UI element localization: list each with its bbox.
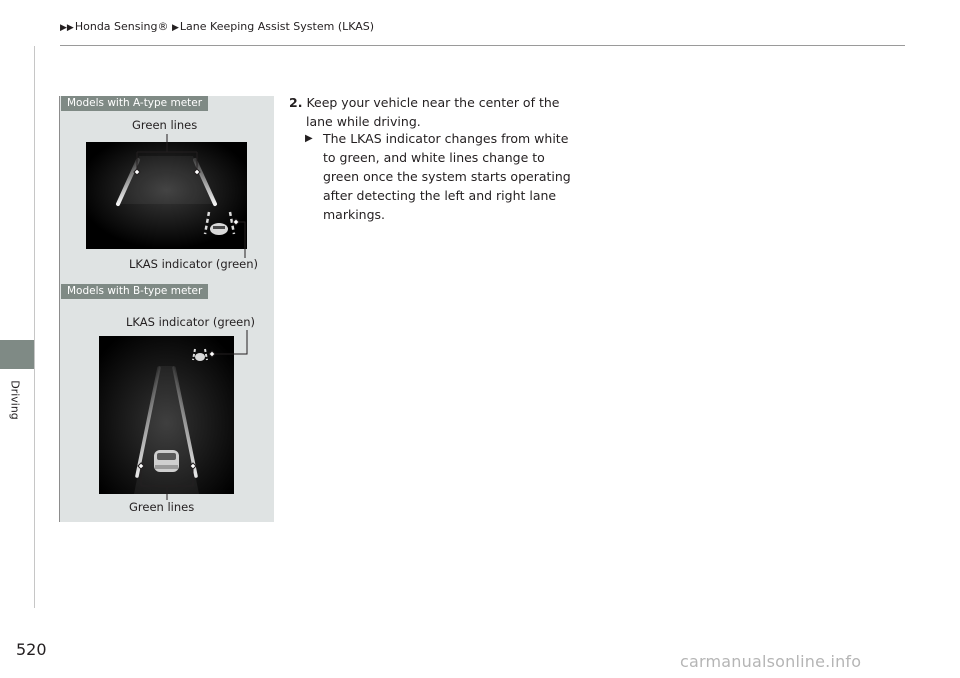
section-tab-marker [0,340,34,369]
triangle-right-icon: ▶ [172,23,179,33]
breadcrumb-item-lkas[interactable]: Lane Keeping Assist System (LKAS) [179,20,375,33]
step-2 [289,93,559,131]
header-divider [60,45,905,46]
triangle-right-icon: ▶▶ [60,23,74,33]
watermark: carmanualsonline.info [680,652,862,671]
a-type-lkas-indicator-callout: LKAS indicator (green) [129,257,259,271]
section-label-text: Driving [8,380,22,420]
a-type-meter-display [86,142,247,249]
sidebar-divider [34,46,35,608]
result-line: green once the system starts operating [323,169,571,184]
b-type-display-graphic [99,336,234,494]
b-type-meter-tag: Models with B-type meter [61,284,208,299]
a-type-display-graphic [86,142,247,249]
vehicle-icon [154,450,179,472]
step-number: 2. [289,95,303,110]
breadcrumb-item-honda-sensing[interactable]: Honda Sensing® [74,20,169,33]
b-type-lkas-indicator-callout: LKAS indicator (green) [126,315,256,329]
page-number: 520 [16,640,47,659]
step-line-2: lane while driving. [306,114,421,129]
result-line: after detecting the left and right lane [323,188,557,203]
result-line: to green, and white lines change to [323,150,545,165]
breadcrumb [60,20,374,33]
b-type-green-lines-callout: Green lines [129,500,195,514]
step-result [305,129,575,224]
step-line-1: Keep your vehicle near the center of the [306,95,560,110]
result-line: The LKAS indicator changes from white [323,131,569,146]
a-type-meter-tag: Models with A-type meter [61,96,208,111]
b-type-meter-display [99,336,234,494]
result-line: markings. [323,207,386,222]
section-label [4,370,26,430]
triangle-right-icon: ▶ [305,133,313,144]
a-type-green-lines-callout: Green lines [132,118,198,132]
